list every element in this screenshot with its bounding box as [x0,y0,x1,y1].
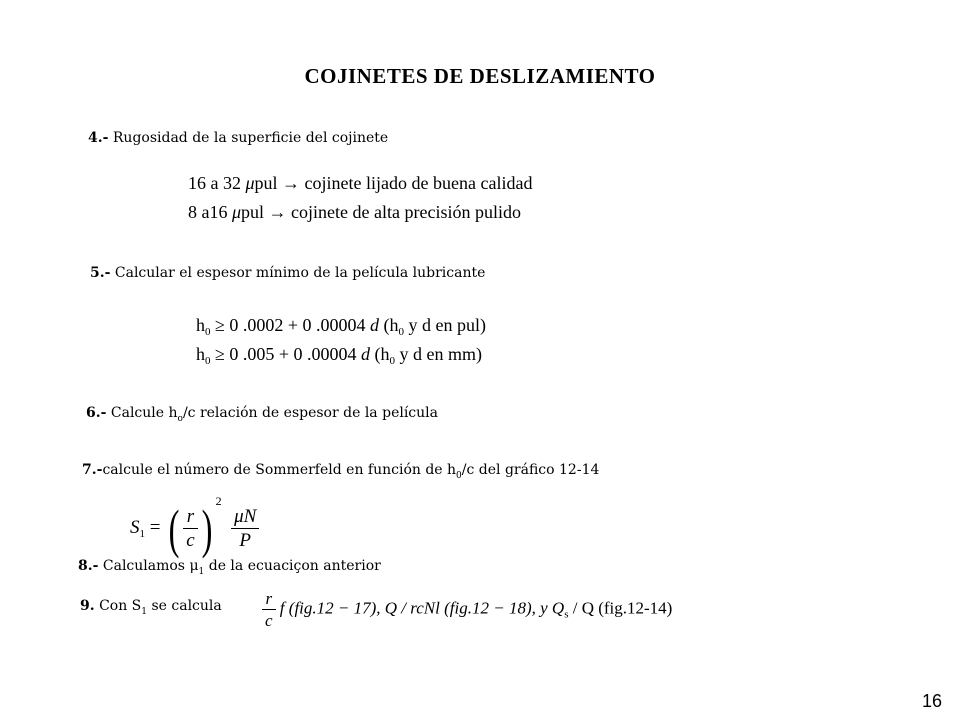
step-9-number: 9. [80,598,95,614]
step-4-number: 4.- [88,130,109,146]
sommerfeld-formula: $S_1$ = ( $\frac{r}{c}$ ) $^2$ $\frac{\mu N}{P}$ [130,494,259,556]
step-6-number: 6.- [86,405,107,421]
page-title: COJINETES DE DESLIZAMIENTO [304,64,656,88]
step-8-number: 8.- [78,558,99,574]
film-thickness-formula-mm: $h_0 \ge 0$ .005 + 0 .00004 d ($h_0$ y d en mm) [196,344,483,367]
r-over-c-step9: $\frac{r}{c}$ [262,590,276,629]
roughness-formula-1: 16 a 32 μpul → cojinete lijado de buena calidad [188,173,533,193]
step-8: 8.- Calculamos $\mu_1$ de la ecuaciçon anterior [78,558,381,577]
step-7: 7.-calcule el número de Sommerfeld en función de $h_0/c$ del gráfico 12-14 [82,462,600,481]
step-5-text: Calcular el espesor mínimo de la película lubricante [110,265,486,281]
step-9-formula: $\frac{r}{c}$ f (fig.12 − 17), Q / rcNl (fig.12 − 18), y $Q_s$ / Q (fig.12-14) [262,590,672,629]
step-5 [90,265,485,281]
right-paren: ) [201,498,213,559]
page-number: 16 [921,691,942,711]
mun-over-p: $\frac{\mu N}{P}$ [231,507,259,550]
roughness-formula-2: 8 a16 μpul → cojinete de alta precisión pulido [188,202,521,222]
film-thickness-formula-pul: $h_0 \ge 0$ .0002 + 0 .00004 d ($h_0$ y d en pul) [196,315,487,338]
r-over-c: $\frac{r}{c}$ [183,507,197,550]
left-paren: ( [168,498,180,559]
step-4-text: Rugosidad de la superficie del cojinete [108,130,389,146]
step-5-number: 5.- [90,265,111,281]
step-4 [88,130,388,146]
step-6: 6.- Calcule $h_o/c$ relación de espesor de la película [86,405,438,424]
step-9: 9. Con $S_1$ se calcula [80,598,222,617]
step-7-number: 7.- [82,462,103,478]
